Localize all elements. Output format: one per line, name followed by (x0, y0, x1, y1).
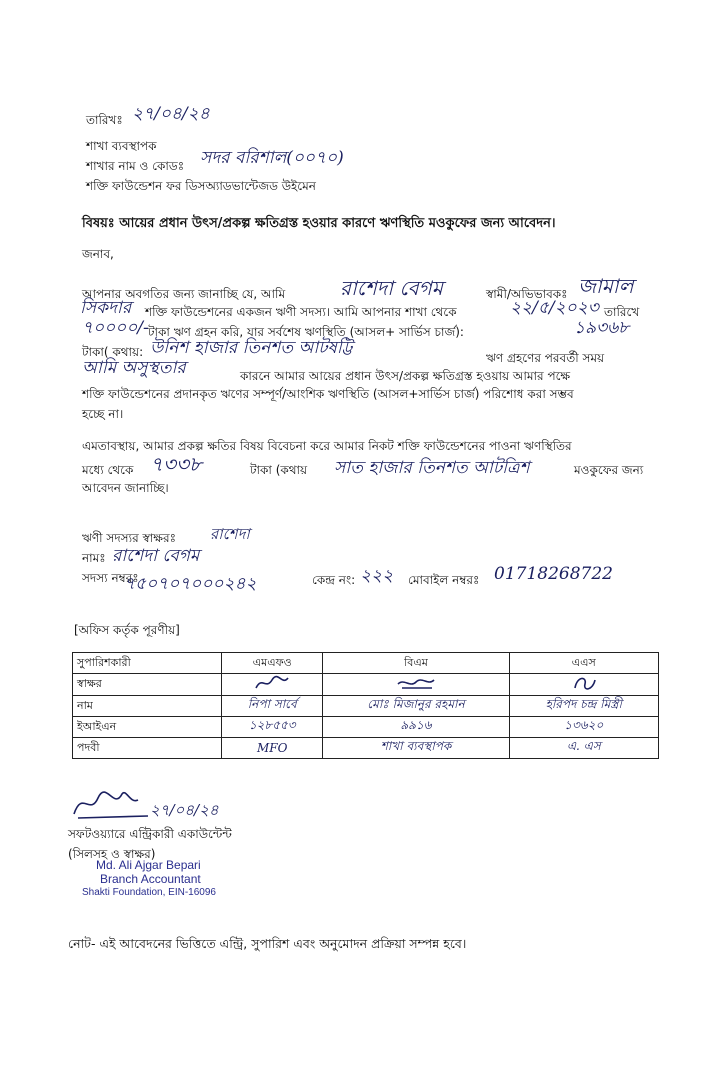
seal-label: (সিলসহ ও স্বাক্ষর) (68, 847, 156, 861)
reason-handwritten: আমি অসুস্থতার (82, 358, 186, 378)
table-row (73, 696, 659, 717)
table-header-row (73, 653, 659, 674)
table-row (73, 738, 659, 759)
addressee-title: শাখা ব্যবস্থাপক (86, 139, 157, 153)
table-row (73, 674, 659, 696)
as-ein: ১৩৬২০ (509, 717, 658, 738)
mobile-label: মোবাইল নম্বরঃ (408, 573, 480, 587)
waiver-amount-handwritten: ৭৩৩৮ (150, 452, 202, 476)
as-name: হরিপদ চন্দ্র মিস্ত্রী (509, 696, 658, 717)
signature-scribble (394, 674, 438, 692)
member-sign-label: ঋণী সদস্যর স্বাক্ষরঃ (82, 531, 176, 545)
office-section-title: [অফিস কর্তৃক পূরণীয়] (74, 623, 180, 637)
row-label: ইআইএন (73, 717, 222, 738)
date-value: ২৭/০৪/২৪ (132, 104, 210, 124)
outstanding-words-handwritten: উনিশ হাজার তিনশত আটষট্টি (150, 338, 353, 358)
para1-text-j: হচ্ছে না। (82, 407, 124, 421)
member-id-label: সদস্য নম্বরঃ (82, 571, 139, 585)
organization-name: শক্তি ফাউন্ডেশন ফর ডিসঅ্যাডভান্টেজড উইমেন (86, 179, 316, 193)
para1-text-e: টাকা ঋণ গ্রহন করি, যার সর্বশেষ ঋণস্থিতি (আসল+ সার্ভিস চার্জ): (148, 325, 464, 339)
accountant-signature (68, 786, 158, 822)
bm-designation: শাখা ব্যবস্থাপক (323, 738, 509, 759)
subject-line: বিষয়ঃ আয়ের প্রধান উৎস/প্রকল্প ক্ষতিগ্রস্ত হওয়ার কারণে ঋণস্থিতি মওকুফের জন্য আবেদন। (82, 216, 556, 231)
signature-scribble (569, 674, 599, 692)
loan-date-handwritten: ২২/৫/২০২৩ (510, 298, 599, 318)
table-header-cell: বিএম (323, 653, 509, 674)
para1-text-d: তারিখে (604, 305, 640, 319)
para1-text-f: টাকা( কথায়: (82, 345, 144, 359)
outstanding-handwritten: ১৯৩৬৮ (574, 318, 630, 338)
loan-amount-handwritten: ৭০০০০/- (82, 318, 149, 338)
accountant-title: সফটওয়্যারে এন্ট্রিকারী একাউন্টেন্ট (68, 827, 232, 841)
as-signature (509, 674, 658, 696)
para2-text-e: আবেদন জানাচ্ছি। (82, 481, 169, 495)
para1-text-g: ঋণ গ্রহণের পরবর্তী সময় (486, 351, 605, 365)
para2-text-c: টাকা (কথায় (250, 463, 308, 477)
para2-text-b: মধ্যে থেকে (82, 463, 134, 477)
waiver-words-handwritten: সাত হাজার তিনশত আটত্রিশ (334, 458, 530, 478)
row-label: নাম (73, 696, 222, 717)
table-header-cell: এমএফও (222, 653, 323, 674)
approval-table (72, 652, 659, 759)
member-name-value: রাশেদা বেগম (112, 546, 200, 566)
mfo-name: নিপা সার্বে (222, 696, 323, 717)
footer-note: নোট- এই আবেদনের ভিত্তিতে এন্ট্রি, সুপারিশ এবং অনুমোদন প্রক্রিয়া সম্পন্ন হবে। (68, 936, 467, 951)
accountant-stamp (82, 858, 216, 900)
member-name-handwritten: রাশেদা বেগম (340, 276, 443, 300)
stamp-title: Branch Accountant (100, 872, 201, 886)
bm-ein: ৯৯১৬ (323, 717, 509, 738)
table-row (73, 717, 659, 738)
center-value: ২২২ (360, 566, 394, 586)
mfo-designation: MFO (222, 738, 323, 759)
para2-text-d: মওকুফের জন্য (574, 463, 644, 477)
as-designation: এ. এস (509, 738, 658, 759)
para1-text-h: কারনে আমার আয়ের প্রধান উৎস/প্রকল্প ক্ষতিগ্রস্ত হওয়ায় আমার পক্ষে (240, 369, 571, 383)
guardian-name-2-handwritten: সিকদার (80, 298, 132, 318)
para1-text-b: স্বামী/অভিভাবকঃ (486, 287, 568, 301)
table-header-cell: এএস (509, 653, 658, 674)
para1-text-i: শক্তি ফাউন্ডেশনের প্রদানকৃত ঋণের সম্পূর্ণ/আংশিক ঋণস্থিতি (আসল+সার্ভিস চার্জ) পরিশোধ করা সম্ভব (82, 387, 574, 401)
mfo-ein: ১২৮৫৫৩ (222, 717, 323, 738)
para1-text-a: আপনার অবগতির জন্য জানাচ্ছি যে, আমি (82, 287, 286, 301)
mfo-signature (222, 674, 323, 696)
signature-scribble (252, 674, 292, 692)
row-label: পদবী (73, 738, 222, 759)
guardian-name-handwritten: জামাল (578, 274, 634, 298)
date-label: তারিখঃ (86, 113, 123, 127)
bm-signature (323, 674, 509, 696)
member-signature: রাশেদা (210, 525, 250, 543)
accountant-date: ২৭/০৪/২৪ (150, 801, 219, 819)
row-label: স্বাক্ষর (73, 674, 222, 696)
member-id-value: ৭৫০৭০৭০০০২৪২ (124, 574, 257, 594)
para1-text-c: শক্তি ফাউন্ডেশনের একজন ঋণী সদস্য। আমি আপনার শাখা থেকে (145, 305, 457, 319)
member-name-label: নামঃ (82, 551, 106, 565)
center-label: কেন্দ্র নং: (312, 573, 356, 587)
branch-value: সদর বরিশাল(০০৭০) (200, 148, 344, 168)
stamp-org: Shakti Foundation, EIN-16096 (82, 887, 216, 898)
table-header-cell: সুপারিশকারী (73, 653, 222, 674)
salutation: জনাব, (82, 247, 114, 261)
bm-name: মোঃ মিজানুর রহমান (323, 696, 509, 717)
mobile-value: 01718268722 (494, 564, 613, 584)
stamp-name: Md. Ali Ajgar Bepari (96, 858, 201, 872)
para2-text-a: এমতাবস্থায়, আমার প্রকল্প ক্ষতির বিষয় বিবেচনা করে আমার নিকট শক্তি ফাউন্ডেশনের পাওনা ঋণস্থিতির (82, 439, 572, 453)
branch-label: শাখার নাম ও কোডঃ (86, 159, 185, 173)
